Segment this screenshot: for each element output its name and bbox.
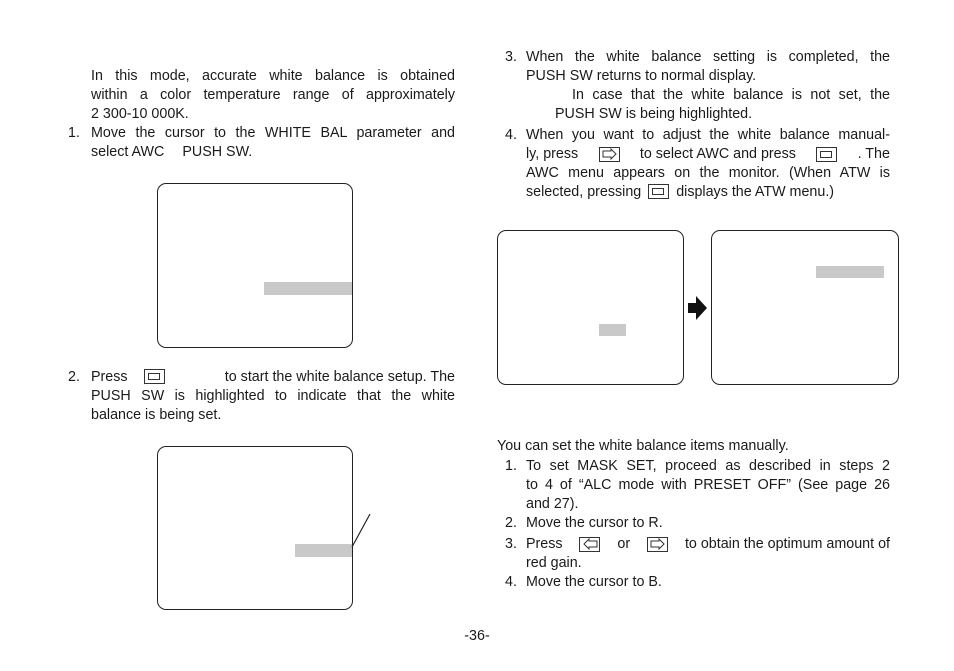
intro-line-2: within a color temperature range of approximately [91,87,455,103]
step2-line-1 [91,368,455,387]
set-key-icon [816,147,837,162]
step1-number: 1. [68,125,80,141]
right-arrow-key-icon [599,147,620,162]
step3-number: 3. [505,49,517,65]
manual-step1-line-1: To set MASK SET, proceed as described in steps 2 [526,458,890,474]
step4-displays-atw: displays the ATW menu.) [676,184,835,200]
step1-select-awc: select AWC [91,144,165,160]
step4-select-awc: to select AWC and press [639,146,796,162]
intro-line-1 [91,67,455,86]
manual-step2-line: Move the cursor to R. [526,515,663,531]
step2-line-1-rest: to start the white balance setup. The [224,369,455,385]
step4-line-1: When you want to adjust the white balance manual- [526,127,890,143]
transition-arrow-icon [686,294,710,324]
highlight-push-sw [264,282,352,295]
monitor-screen-2 [157,446,353,610]
highlight-awc [599,324,626,336]
manual-step3-line-1 [526,535,890,554]
step2-press: Press [91,369,128,385]
step1-line-1: Move the cursor to the WHITE BAL parameter and [91,125,455,141]
set-key-icon [144,369,165,384]
step4-press: ly, press [526,146,579,162]
step4-line-2 [526,145,890,164]
manual-step1-line-3: and 27). [526,496,579,512]
page-number: -36- [464,628,490,644]
manual-step1-number: 1. [505,458,517,474]
intro-line-3: 2 300-10 000K. [91,106,189,122]
step4-number: 4. [505,127,517,143]
monitor-screen-4 [711,230,899,385]
highlight-push-sw-active [295,544,352,557]
step3-line-2: PUSH SW returns to normal display. [526,68,757,84]
monitor-screen-3 [497,230,684,385]
step3-note-2: PUSH SW is being highlighted. [555,106,753,122]
highlight-awc-menu-item [816,266,884,278]
manual-step1-line-2: to 4 of “ALC mode with PRESET OFF” (See page 26 [526,477,890,493]
step2-line-2: PUSH SW is highlighted to indicate that the white [91,388,455,404]
step4-line-3: AWC menu appears on the monitor. (When ATW is [526,165,890,181]
manual-step3-line-2: red gain. [526,555,582,571]
step4-line-4 [526,183,834,202]
left-arrow-key-icon [579,537,600,552]
manual-step4-line: Move the cursor to B. [526,574,662,590]
manual-step3-or: or [617,536,631,552]
manual-intro: You can set the white balance items manually. [497,438,789,454]
step2-line-3: balance is being set. [91,407,222,423]
manual-step3-press: Press [526,536,563,552]
step4-the: . The [857,146,890,162]
intro-text-1: In this mode, accurate white balance is obtained [91,68,455,84]
manual-step4-number: 4. [505,574,517,590]
manual-step3-rest: to obtain the optimum amount of [684,536,890,552]
step1-push-sw: PUSH SW. [182,144,253,160]
step3-line-1: When the white balance setting is completed, the [526,49,890,65]
manual-step3-number: 3. [505,536,517,552]
step2-number: 2. [68,369,80,385]
monitor-screen-1 [157,183,353,348]
right-arrow-key-icon [647,537,668,552]
set-key-icon [648,184,669,199]
manual-step2-number: 2. [505,515,517,531]
step1-line-2 [91,143,252,162]
step4-selected-pressing: selected, pressing [526,184,642,200]
step3-note-1: In case that the white balance is not set, the [572,87,890,103]
